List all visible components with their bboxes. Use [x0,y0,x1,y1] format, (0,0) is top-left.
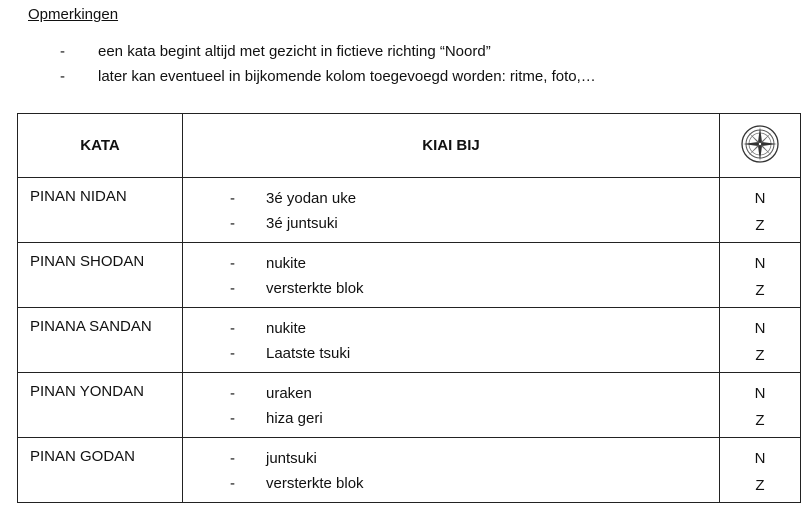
kiai-cell [183,373,720,438]
bullet-dash: - [230,255,235,272]
kiai-item [230,448,719,473]
table-row [18,308,801,373]
kiai-item [230,383,719,408]
remark-text: een kata begint altijd met gezicht in fictieve richting “Noord” [98,43,491,60]
kiai-item [230,318,719,343]
table-row [18,373,801,438]
direction-second: Z [755,347,765,364]
kiai-item [230,213,719,238]
bullet-dash: - [230,320,235,337]
kiai-cell [183,438,720,503]
direction-second: Z [755,477,765,494]
direction-first: N [754,450,766,467]
kata-name: PINAN NIDAN [18,178,183,243]
kiai-item [230,278,719,303]
kiai-text: juntsuki [266,450,317,467]
kiai-item [230,408,719,433]
remark-item [60,66,596,91]
remark-item [60,41,596,66]
bullet-dash: - [230,190,235,207]
kiai-text: nukite [266,320,307,337]
bullet-dash: - [230,450,235,467]
kiai-text: versterkte blok [266,280,364,297]
direction-cell [720,178,801,243]
direction-first: N [754,255,766,272]
bullet-dash: - [230,385,235,402]
header-kata: KATA [18,114,183,178]
kata-name: PINAN YONDAN [18,373,183,438]
bullet-dash: - [230,215,235,232]
direction-cell [720,438,801,503]
bullet-dash: - [230,410,235,427]
table-row [18,178,801,243]
kiai-cell [183,178,720,243]
kiai-item [230,253,719,278]
kata-name: PINAN SHODAN [18,243,183,308]
direction-cell [720,243,801,308]
header-direction [720,114,801,178]
kiai-text: 3é yodan uke [266,190,357,207]
direction-second: Z [755,217,765,234]
table-row [18,438,801,503]
direction-first: N [754,190,766,207]
direction-first: N [754,320,766,337]
direction-first: N [754,385,766,402]
kiai-text: Laatste tsuki [266,345,351,362]
direction-cell [720,373,801,438]
header-kiai: KIAI BIJ [183,114,720,178]
kata-table [17,113,801,503]
compass-rose-icon [740,124,780,168]
kiai-text: uraken [266,385,312,402]
remark-text: later kan eventueel in bijkomende kolom toegevoegd worden: ritme, foto,… [98,68,596,85]
kiai-text: nukite [266,255,307,272]
table-header-row [18,114,801,178]
kiai-cell [183,308,720,373]
bullet-dash: - [230,345,235,362]
kiai-cell [183,243,720,308]
bullet-dash: - [230,280,235,297]
bullet-dash: - [60,43,65,60]
kiai-text: versterkte blok [266,475,364,492]
table-row [18,243,801,308]
bullet-dash: - [230,475,235,492]
kiai-item [230,343,719,368]
kiai-text: 3é juntsuki [266,215,338,232]
kiai-text: hiza geri [266,410,323,427]
remarks-list [60,41,596,91]
kiai-item [230,473,719,498]
kiai-item [230,188,719,213]
kata-name: PINANA SANDAN [18,308,183,373]
remarks-heading: Opmerkingen [28,6,119,23]
bullet-dash: - [60,68,65,85]
direction-second: Z [755,282,765,299]
direction-second: Z [755,412,765,429]
kata-name: PINAN GODAN [18,438,183,503]
direction-cell [720,308,801,373]
